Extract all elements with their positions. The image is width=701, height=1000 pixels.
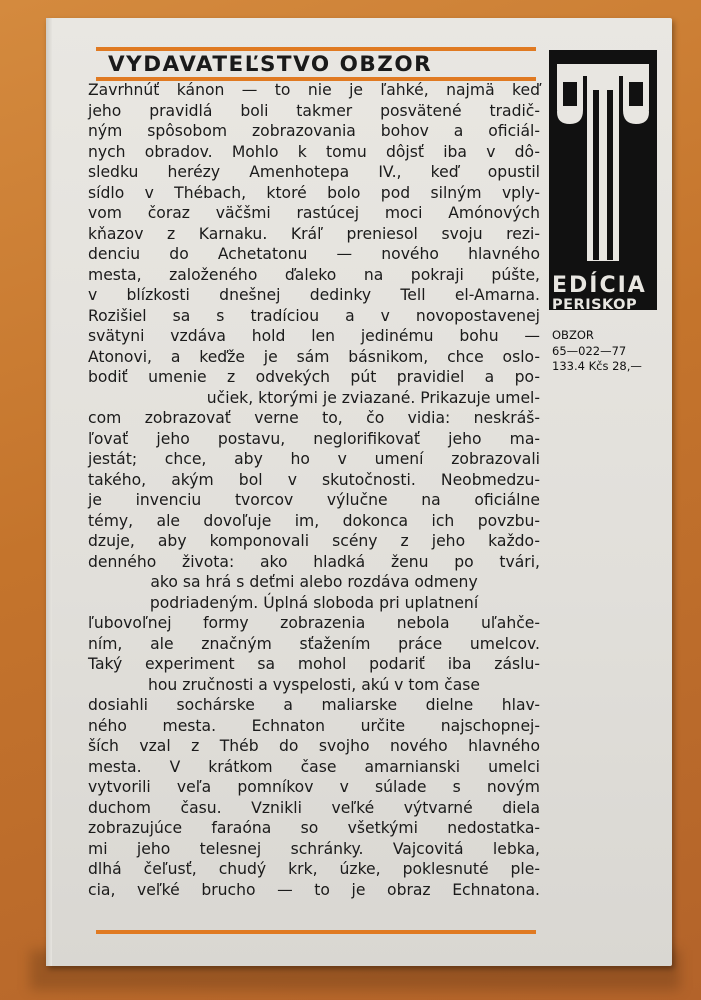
blurb-line: zobrazujúce faraóna so všetkými nedostatka- bbox=[88, 819, 540, 837]
imprint-block bbox=[552, 328, 672, 375]
blurb-line: v blízkosti dnešnej dedinky Tell el-Amarna. bbox=[88, 286, 540, 304]
blurb-line: denciu do Achetatonu — nového hlavného bbox=[88, 245, 540, 263]
series-line-1: EDÍCIA bbox=[552, 273, 647, 298]
imprint-line-1: OBZOR bbox=[552, 328, 594, 342]
blurb-line: témy, ale dovoľuje im, dokonca ich povzbu- bbox=[88, 511, 540, 530]
blurb-line: svätyni vzdáva hold len jedinému bohu — bbox=[88, 327, 540, 345]
blurb-line: Rozišiel sa s tradíciou a v novopostavenej bbox=[88, 306, 540, 325]
series-line-2: PERISKOP bbox=[552, 297, 638, 313]
column-capital-icon bbox=[549, 50, 657, 275]
blurb-line: mesta, založeného ďaleko na pokraji púšte, bbox=[88, 265, 540, 284]
blurb-line: mi jeho telesnej schránky. Vajcovitá lebka, bbox=[88, 839, 540, 858]
blurb-line: ších vzal z Théb do svojho nového hlavného bbox=[88, 737, 540, 755]
blurb-line: sledku herézy Amenhotepa IV., keď opustil bbox=[88, 163, 540, 181]
blurb-line: nych obradov. Mohlo k tomu dôjsť iba v dô- bbox=[88, 142, 540, 161]
blurb-line: duchom času. Vznikli veľké výtvarné diela bbox=[88, 798, 540, 817]
blurb-line: hou zručnosti a vyspelosti, akú v tom čase bbox=[148, 675, 480, 694]
blurb-line: bodiť umenie z odvekých pút pravidiel a po- bbox=[88, 368, 540, 386]
blurb-line: dzuje, aby komponovali scény z jeho každo- bbox=[88, 532, 540, 550]
blurb-line: ným spôsobom zobrazovania bohov a oficiál- bbox=[88, 122, 540, 140]
blurb-line: jeho pravidlá boli takmer posvätené tradič- bbox=[88, 101, 540, 120]
blurb-line: Taký experiment sa mohol podariť iba záslu- bbox=[88, 655, 540, 673]
blurb-line: dosiahli sochárske a maliarske dielne hlav- bbox=[88, 696, 540, 714]
imprint-line-2: 65—022—77 bbox=[552, 343, 627, 358]
blurb-line: ného mesta. Echnaton určite najschopnej- bbox=[88, 716, 540, 735]
blurb-line: takého, akým bol v skutočnosti. Neobmedzu- bbox=[88, 470, 540, 489]
blurb-line: denného života: ako hladká ženu po tvári, bbox=[88, 552, 540, 571]
series-label bbox=[552, 275, 656, 313]
orange-rule-bottom bbox=[96, 930, 536, 934]
imprint-line-3: 133.4 Kčs 28,— bbox=[552, 359, 642, 373]
blurb-line: jestát; chce, aby ho v umení zobrazovali bbox=[88, 450, 540, 468]
blurb-line: Zavrhnúť kánon — to nie je ľahké, najmä keď bbox=[88, 81, 540, 99]
blurb-line: ním, ale značným sťažením práce umelcov. bbox=[88, 634, 540, 653]
cover-spine-edge bbox=[46, 18, 52, 966]
blurb-line: Atonovi, a keďže je sám básnikom, chce oslo- bbox=[88, 347, 540, 366]
blurb-text bbox=[88, 80, 540, 900]
blurb-line: com zobrazovať verne to, čo vidia: neskráš- bbox=[88, 409, 540, 427]
blurb-line: kňazov z Karnaku. Kráľ preniesol svoju rezi- bbox=[88, 224, 540, 243]
blurb-line: vom čoraz väčšmi rastúcej moci Amónových bbox=[88, 204, 540, 222]
blurb-line: cia, veľké brucho — to je obraz Echnatona. bbox=[88, 880, 540, 899]
blurb-line: dlhá čeľusť, chudý krk, úzke, poklesnuté ple- bbox=[88, 860, 540, 878]
blurb-line: ľovať jeho postavu, neglorifikovať jeho ma- bbox=[88, 429, 540, 448]
blurb-line: podriadeným. Úplná sloboda pri uplatnení bbox=[149, 593, 479, 612]
column-capital-icon bbox=[549, 50, 657, 310]
blurb-line: vytvorili veľa pomníkov v súlade s novým bbox=[88, 778, 540, 796]
blurb-line: mesta. V krátkom čase amarnianski umelci bbox=[88, 757, 540, 776]
blurb-line: učiek, ktorými je zviazané. Prikazuje umel- bbox=[206, 388, 540, 407]
blurb-line: ako sa hrá s deťmi alebo rozdáva odmeny bbox=[150, 573, 478, 591]
blurb-line: ľubovoľnej formy zobrazenia nebola uľahče- bbox=[88, 614, 540, 632]
blurb-line: je invenciu tvorcov výlučne na oficiálne bbox=[88, 491, 540, 509]
publisher-heading: VYDAVATEĽSTVO OBZOR bbox=[108, 52, 433, 77]
blurb-line: sídlo v Thébach, ktoré bolo pod silným vply- bbox=[88, 183, 540, 202]
orange-rule-top bbox=[96, 47, 536, 51]
